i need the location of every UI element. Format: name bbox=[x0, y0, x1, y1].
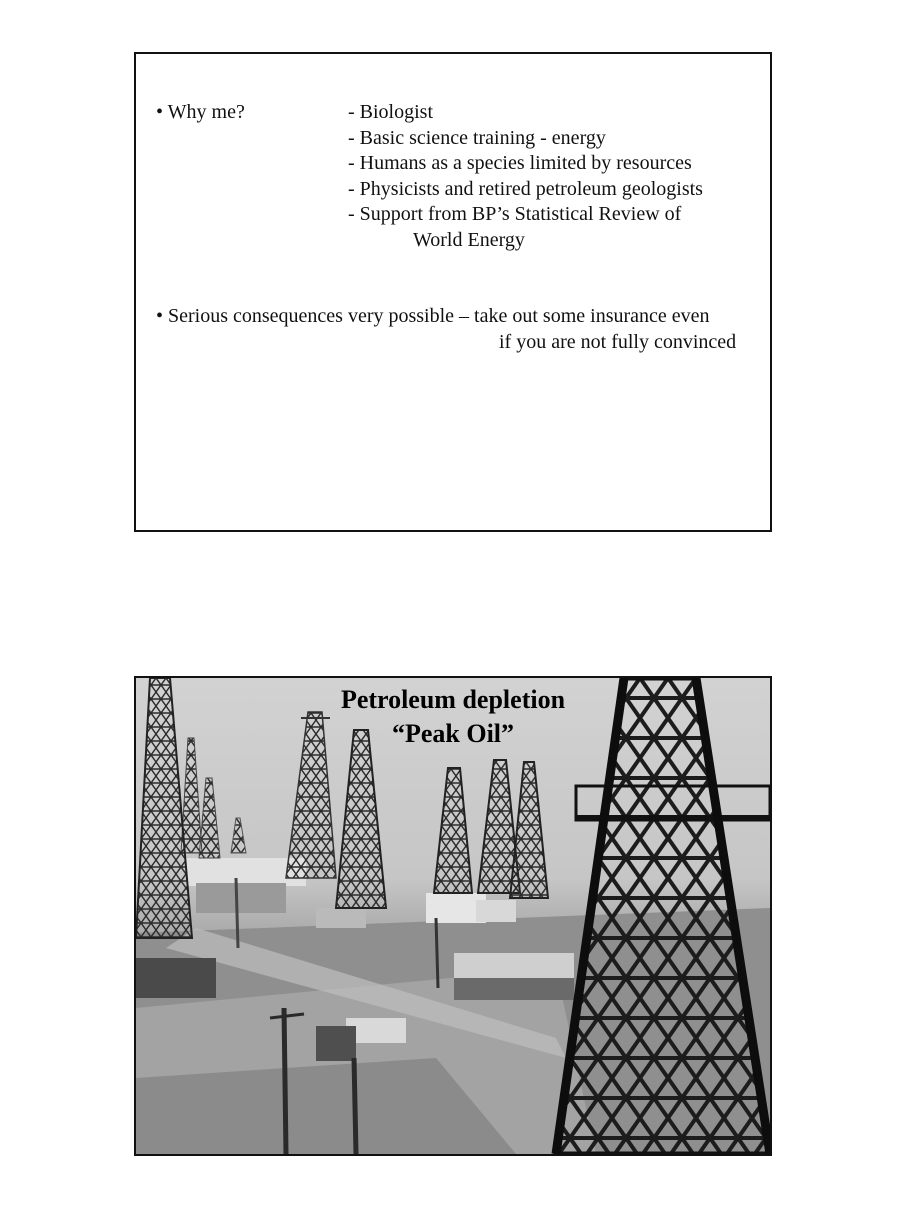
slide-subtitle: “Peak Oil” bbox=[391, 719, 515, 748]
slide-1 bbox=[134, 52, 772, 532]
list-item: - Physicists and retired petroleum geologists bbox=[348, 178, 703, 200]
bullet-serious-consequences: • Serious consequences very possible – take out some insurance even bbox=[156, 305, 710, 327]
slide-title: Petroleum depletion bbox=[340, 685, 566, 714]
list-item-continuation: World Energy bbox=[413, 229, 525, 251]
slide-2 bbox=[134, 676, 772, 1156]
bullet-continuation: if you are not fully convinced bbox=[499, 331, 737, 353]
bullet-why-me: • Why me? bbox=[156, 101, 245, 123]
list-item: - Support from BP’s Statistical Review of bbox=[348, 203, 682, 225]
list-item: - Basic science training - energy bbox=[348, 127, 606, 149]
list-item: - Biologist bbox=[348, 101, 434, 123]
list-item: - Humans as a species limited by resources bbox=[348, 152, 692, 174]
